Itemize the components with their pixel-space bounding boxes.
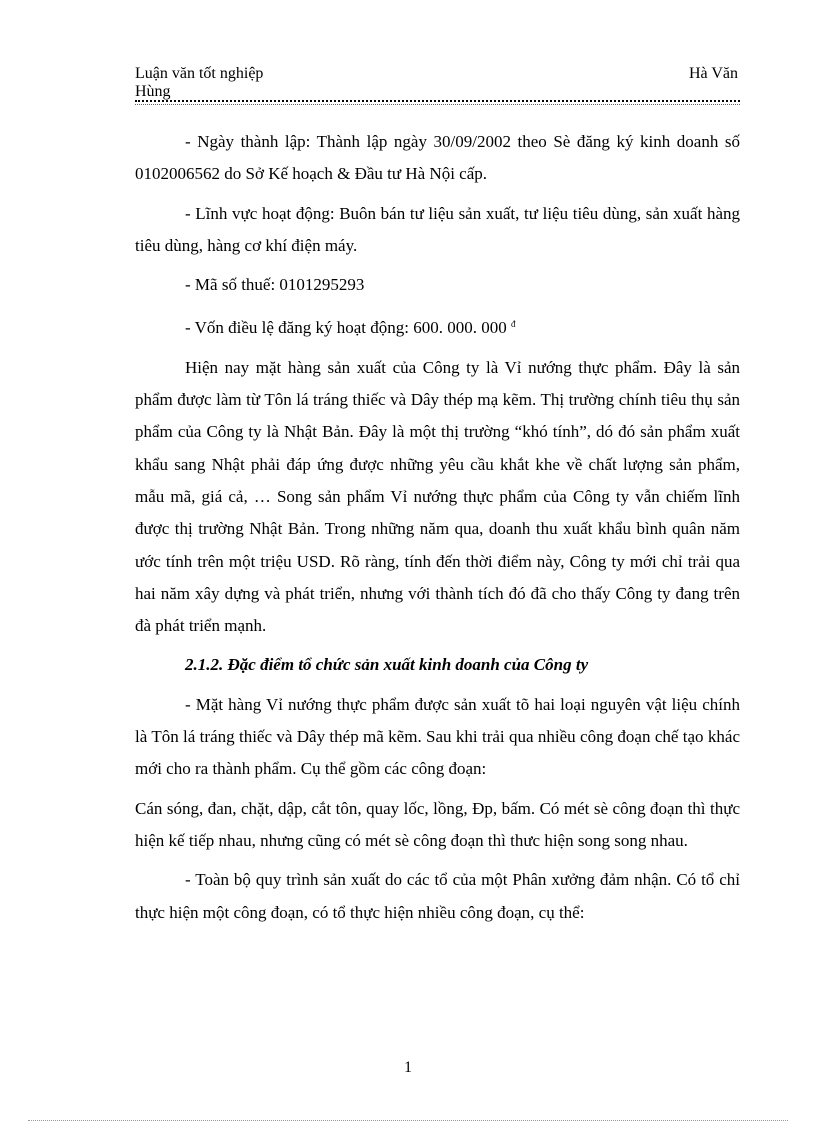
header-divider-secondary — [135, 104, 740, 105]
paragraph-materials: - Mặt hàng Vỉ nướng thực phẩm được sản xuất tõ hai loại nguyên vật liệu chính là Tôn lá tráng thiếc và Dây thép mã kẽm. Sau khi trải qua nhiều công đoạn chế tạo khác mới cho ra thành phẩm. Cụ thể gồm các công đoạn: — [135, 694, 740, 779]
section-heading: 2.1.2. Đặc điểm tổ chức sản xuất kinh doanh của Công ty — [185, 655, 589, 675]
header-divider — [135, 100, 740, 102]
paragraph-founding-date: - Ngày thành lập: Thành lập ngày 30/09/2002 theo Sè đăng ký kinh doanh số 0102006562 do Sở Kế hoạch & Đầu tư Hà Nội cấp. — [135, 132, 740, 184]
paragraph-workshop: - Toàn bộ quy trình sản xuất do các tổ của một Phân xưởng đảm nhận. Có tổ chỉ thực hiện một công đoạn, có tổ thực hiện nhiều công đoạn, cụ thể: — [135, 870, 740, 922]
paragraph-tax-code: - Mã số thuế: 0101295293 — [185, 275, 365, 295]
paragraph-product-overview: Hiện nay mặt hàng sản xuất của Công ty là Vỉ nướng thực phẩm. Đây là sản phẩm được làm từ Tôn lá tráng thiếc và Dây thép mạ kẽm. Thị trường chính tiêu thụ sản phẩm của Công ty là Nhật Bản. Đây là một thị trường “khó tính”, dó đó sản phẩm xuất khẩu sang Nhật phải đáp ứng được những yêu cầu khắt khe về chất lượng sản phẩm, mẫu mã, giá cả, … Song sản phẩm Vỉ nướng thực phẩm của Công ty vẫn chiếm lĩnh được thị trường Nhật Bản. Trong những năm qua, doanh thu xuất khẩu bình quân năm ước tính trên một triệu USD. Rõ ràng, tính đến thời điểm này, Công ty mới chỉ trải qua hai năm xây dựng và phát triển, nhưng với thành tích đó đã cho thấy Công ty đang trên đà phát triển mạnh. — [135, 357, 740, 636]
currency-symbol: đ — [510, 319, 516, 330]
paragraph-process-steps: Cán sóng, đan, chặt, dập, cắt tôn, quay lốc, lồng, Đp, bấm. Có mét sè công đoạn thì thực hiện kế tiếp nhau, nhưng cũng có mét sè công đoạn thì thưc hiện song song nhau. — [135, 798, 740, 850]
page-bottom-edge — [28, 1120, 788, 1121]
paragraph-business-field: - Lĩnh vực hoạt động: Buôn bán tư liệu sản xuất, tư liệu tiêu dùng, sản xuất hàng tiêu dùng, hàng cơ khí điện máy. — [135, 203, 740, 255]
paragraph-charter-capital — [135, 308, 740, 344]
header-author-name-wrap: Hùng — [135, 83, 171, 100]
charter-capital-text: - Vốn điều lệ đăng ký hoạt động: 600. 000. 000 — [185, 318, 507, 338]
header-author-name: Hà Văn — [688, 65, 738, 82]
page-body — [135, 126, 740, 929]
page-number: 1 — [404, 1059, 412, 1076]
header-thesis-title: Luận văn tốt nghiệp — [135, 65, 264, 82]
